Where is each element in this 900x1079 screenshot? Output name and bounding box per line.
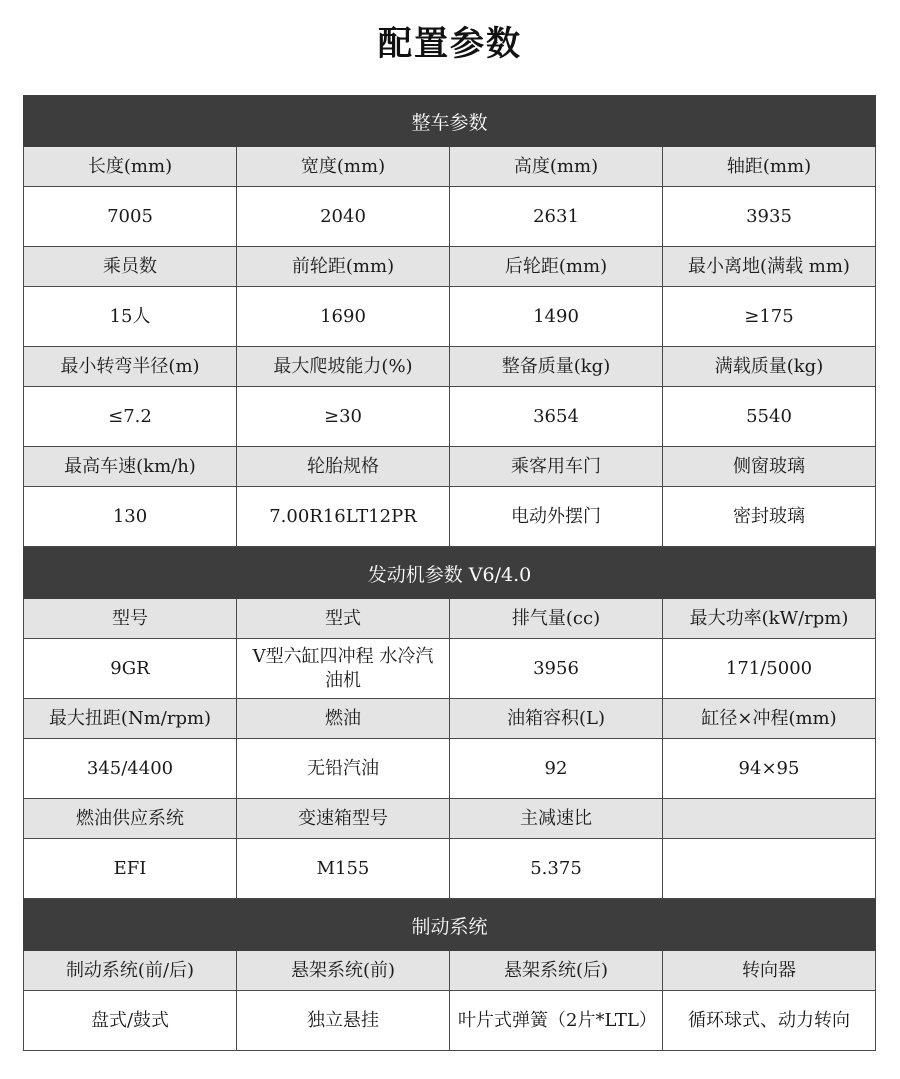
spec-value: ≥30 [237,387,450,447]
spec-label: 最大功率(kW/rpm) [663,599,876,639]
spec-value: 92 [450,739,663,799]
spec-label: 后轮距(mm) [450,247,663,287]
table-label-row [23,247,876,287]
table-label-row [23,699,876,739]
spec-value: 1690 [237,287,450,347]
spec-label: 高度(mm) [450,147,663,187]
spec-value: 130 [23,487,237,547]
spec-label: 乘员数 [23,247,237,287]
spec-value: ≥175 [663,287,876,347]
spec-label: 前轮距(mm) [237,247,450,287]
section-header-engine: 发动机参数 V6/4.0 [23,547,876,599]
spec-label: 型号 [23,599,237,639]
section-header-brake: 制动系统 [23,899,876,951]
spec-table [23,95,876,1051]
spec-label: 整备质量(kg) [450,347,663,387]
spec-value: 叶片式弹簧（2片*LTL） [450,991,663,1051]
table-label-row [23,599,876,639]
spec-label: 侧窗玻璃 [663,447,876,487]
spec-label: 轮胎规格 [237,447,450,487]
spec-label: 缸径×冲程(mm) [663,699,876,739]
spec-value: 94×95 [663,739,876,799]
spec-value: 15人 [23,287,237,347]
spec-value: 盘式/鼓式 [23,991,237,1051]
spec-label: 转向器 [663,951,876,991]
section-header-vehicle: 整车参数 [23,95,876,147]
spec-value: 7005 [23,187,237,247]
spec-label: 排气量(cc) [450,599,663,639]
table-value-row [23,187,876,247]
spec-value: 3935 [663,187,876,247]
spec-value: V型六缸四冲程 水冷汽油机 [237,639,450,699]
table-value-row [23,287,876,347]
spec-label: 乘客用车门 [450,447,663,487]
spec-value: M155 [237,839,450,899]
spec-label: 悬架系统(前) [237,951,450,991]
spec-value: 345/4400 [23,739,237,799]
table-label-row [23,147,876,187]
spec-value: 7.00R16LT12PR [237,487,450,547]
spec-value: 1490 [450,287,663,347]
spec-label: 最小离地(满载 mm) [663,247,876,287]
spec-label: 最大爬坡能力(%) [237,347,450,387]
spec-label [663,799,876,839]
table-value-row [23,487,876,547]
spec-label: 长度(mm) [23,147,237,187]
spec-value: ≤7.2 [23,387,237,447]
spec-label: 油箱容积(L) [450,699,663,739]
table-value-row [23,991,876,1051]
table-label-row [23,447,876,487]
table-value-row [23,387,876,447]
spec-value: 171/5000 [663,639,876,699]
table-value-row [23,639,876,699]
spec-label: 燃油 [237,699,450,739]
table-label-row [23,951,876,991]
spec-label: 最大扭距(Nm/rpm) [23,699,237,739]
spec-label: 满载质量(kg) [663,347,876,387]
spec-label: 悬架系统(后) [450,951,663,991]
spec-label: 制动系统(前/后) [23,951,237,991]
spec-label: 型式 [237,599,450,639]
spec-label: 轴距(mm) [663,147,876,187]
spec-label: 最小转弯半径(m) [23,347,237,387]
spec-label: 主减速比 [450,799,663,839]
spec-value [663,839,876,899]
spec-value: 3956 [450,639,663,699]
spec-value: 2631 [450,187,663,247]
spec-value: 循环球式、动力转向 [663,991,876,1051]
spec-value: EFI [23,839,237,899]
spec-label: 最高车速(km/h) [23,447,237,487]
table-label-row [23,799,876,839]
page-title: 配置参数 [378,24,522,64]
spec-value: 电动外摆门 [450,487,663,547]
spec-value: 2040 [237,187,450,247]
spec-value: 9GR [23,639,237,699]
spec-value: 无铅汽油 [237,739,450,799]
spec-label: 燃油供应系统 [23,799,237,839]
spec-value: 独立悬挂 [237,991,450,1051]
spec-value: 5.375 [450,839,663,899]
spec-value: 5540 [663,387,876,447]
spec-label: 宽度(mm) [237,147,450,187]
spec-value: 3654 [450,387,663,447]
table-label-row [23,347,876,387]
table-value-row [23,839,876,899]
spec-value: 密封玻璃 [663,487,876,547]
spec-label: 变速箱型号 [237,799,450,839]
table-value-row [23,739,876,799]
